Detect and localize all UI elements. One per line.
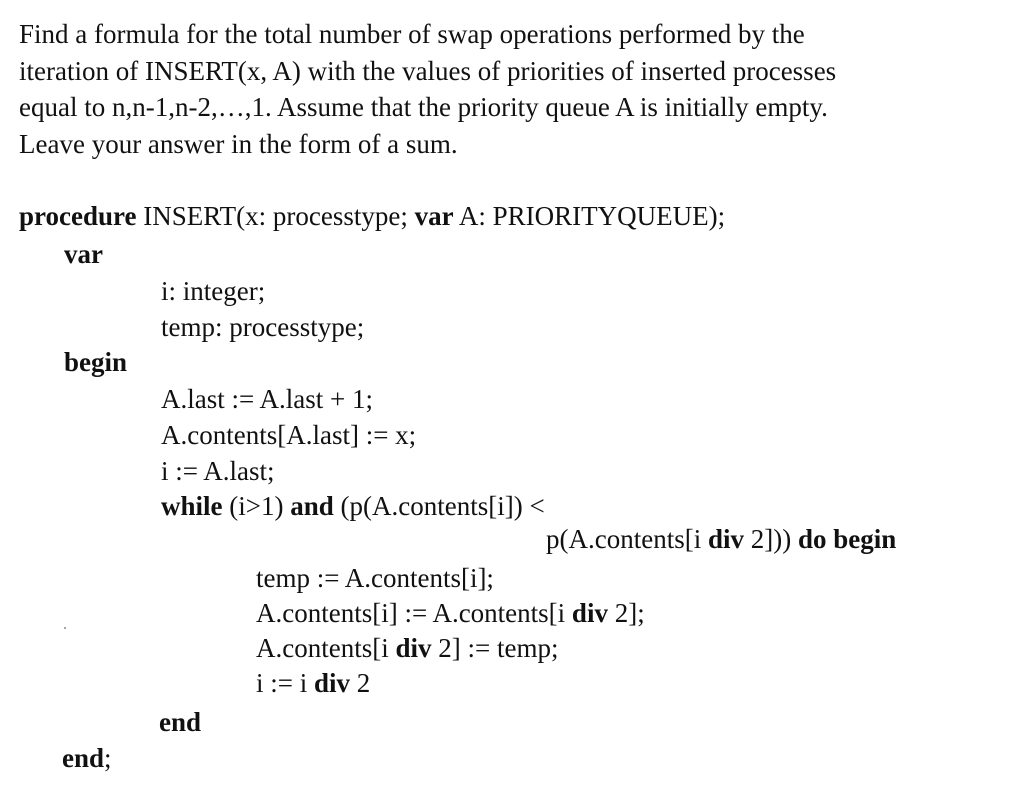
keyword-var-inline: var [414, 201, 454, 231]
code-line-end-inner [159, 704, 201, 740]
code-line-loop-2 [256, 595, 645, 631]
code-line-begin [64, 344, 127, 380]
keyword-procedure: procedure [19, 201, 137, 231]
keyword-div-loop-3: div [395, 633, 432, 663]
while-condition-part-2: (p(A.contents[i]) < [333, 491, 545, 521]
while-condition-part-1: (i>1) [222, 491, 291, 521]
code-line-stmt-2 [161, 417, 416, 453]
loop-statement-2-part-2: 2]; [607, 598, 645, 628]
statement-assign-contents: A.contents[A.last] := x; [161, 420, 417, 450]
problem-line-4: Leave your answer in the form of a sum. [19, 128, 458, 159]
code-line-loop-3 [256, 630, 558, 666]
code-line-decl-temp [161, 309, 364, 345]
keyword-end-inner: end [159, 707, 202, 737]
code-line-end-outer [62, 740, 112, 776]
keyword-div-continuation: div [707, 524, 744, 554]
code-line-while [161, 488, 545, 524]
code-line-stmt-3 [161, 453, 274, 489]
end-outer-semicolon: ; [104, 743, 112, 773]
continuation-part-1: p(A.contents[i [546, 524, 708, 554]
statement-increment-last: A.last := A.last + 1; [161, 384, 373, 414]
keyword-and: and [290, 491, 334, 521]
declaration-temp: temp: processtype; [161, 312, 365, 342]
loop-statement-temp: temp := A.contents[i]; [256, 563, 494, 593]
code-line-procedure [19, 198, 725, 234]
keyword-var: var [64, 239, 103, 269]
code-line-var [64, 236, 103, 272]
code-line-stmt-1 [161, 381, 373, 417]
keyword-div-loop-2: div [571, 598, 608, 628]
procedure-signature-part-2: A: PRIORITYQUEUE); [453, 201, 726, 231]
keyword-end-outer: end [62, 743, 105, 773]
code-line-loop-4 [256, 665, 370, 701]
keyword-while: while [161, 491, 223, 521]
problem-statement [19, 16, 1009, 162]
keyword-div-loop-4: div [313, 668, 351, 698]
problem-line-2: iteration of INSERT(x, A) with the values of priorities of inserted processes [19, 55, 837, 86]
problem-line-1: Find a formula for the total number of swap operations performed by the [19, 19, 805, 49]
loop-statement-3-part-1: A.contents[i [256, 633, 396, 663]
loop-statement-3-part-2: 2] := temp; [431, 633, 559, 663]
code-line-while-continuation [546, 521, 896, 557]
continuation-part-2: 2])) [744, 524, 798, 554]
loop-statement-4-part-1: i := i [256, 668, 314, 698]
procedure-signature-part-1: INSERT(x: processtype; [136, 201, 415, 231]
loop-statement-4-part-2: 2 [350, 668, 371, 698]
scan-speck [64, 627, 66, 629]
keyword-do-begin: begin [833, 524, 897, 554]
declaration-i: i: integer; [161, 276, 266, 306]
statement-assign-i: i := A.last; [161, 456, 275, 486]
problem-line-3: equal to n,n-1,n-2,…,1. Assume that the priority queue A is initially empty. [19, 92, 828, 122]
keyword-do: do [797, 524, 827, 554]
code-line-decl-i [161, 273, 265, 309]
code-line-loop-1 [256, 560, 494, 596]
loop-statement-2-part-1: A.contents[i] := A.contents[i [256, 598, 572, 628]
keyword-begin: begin [64, 347, 128, 377]
